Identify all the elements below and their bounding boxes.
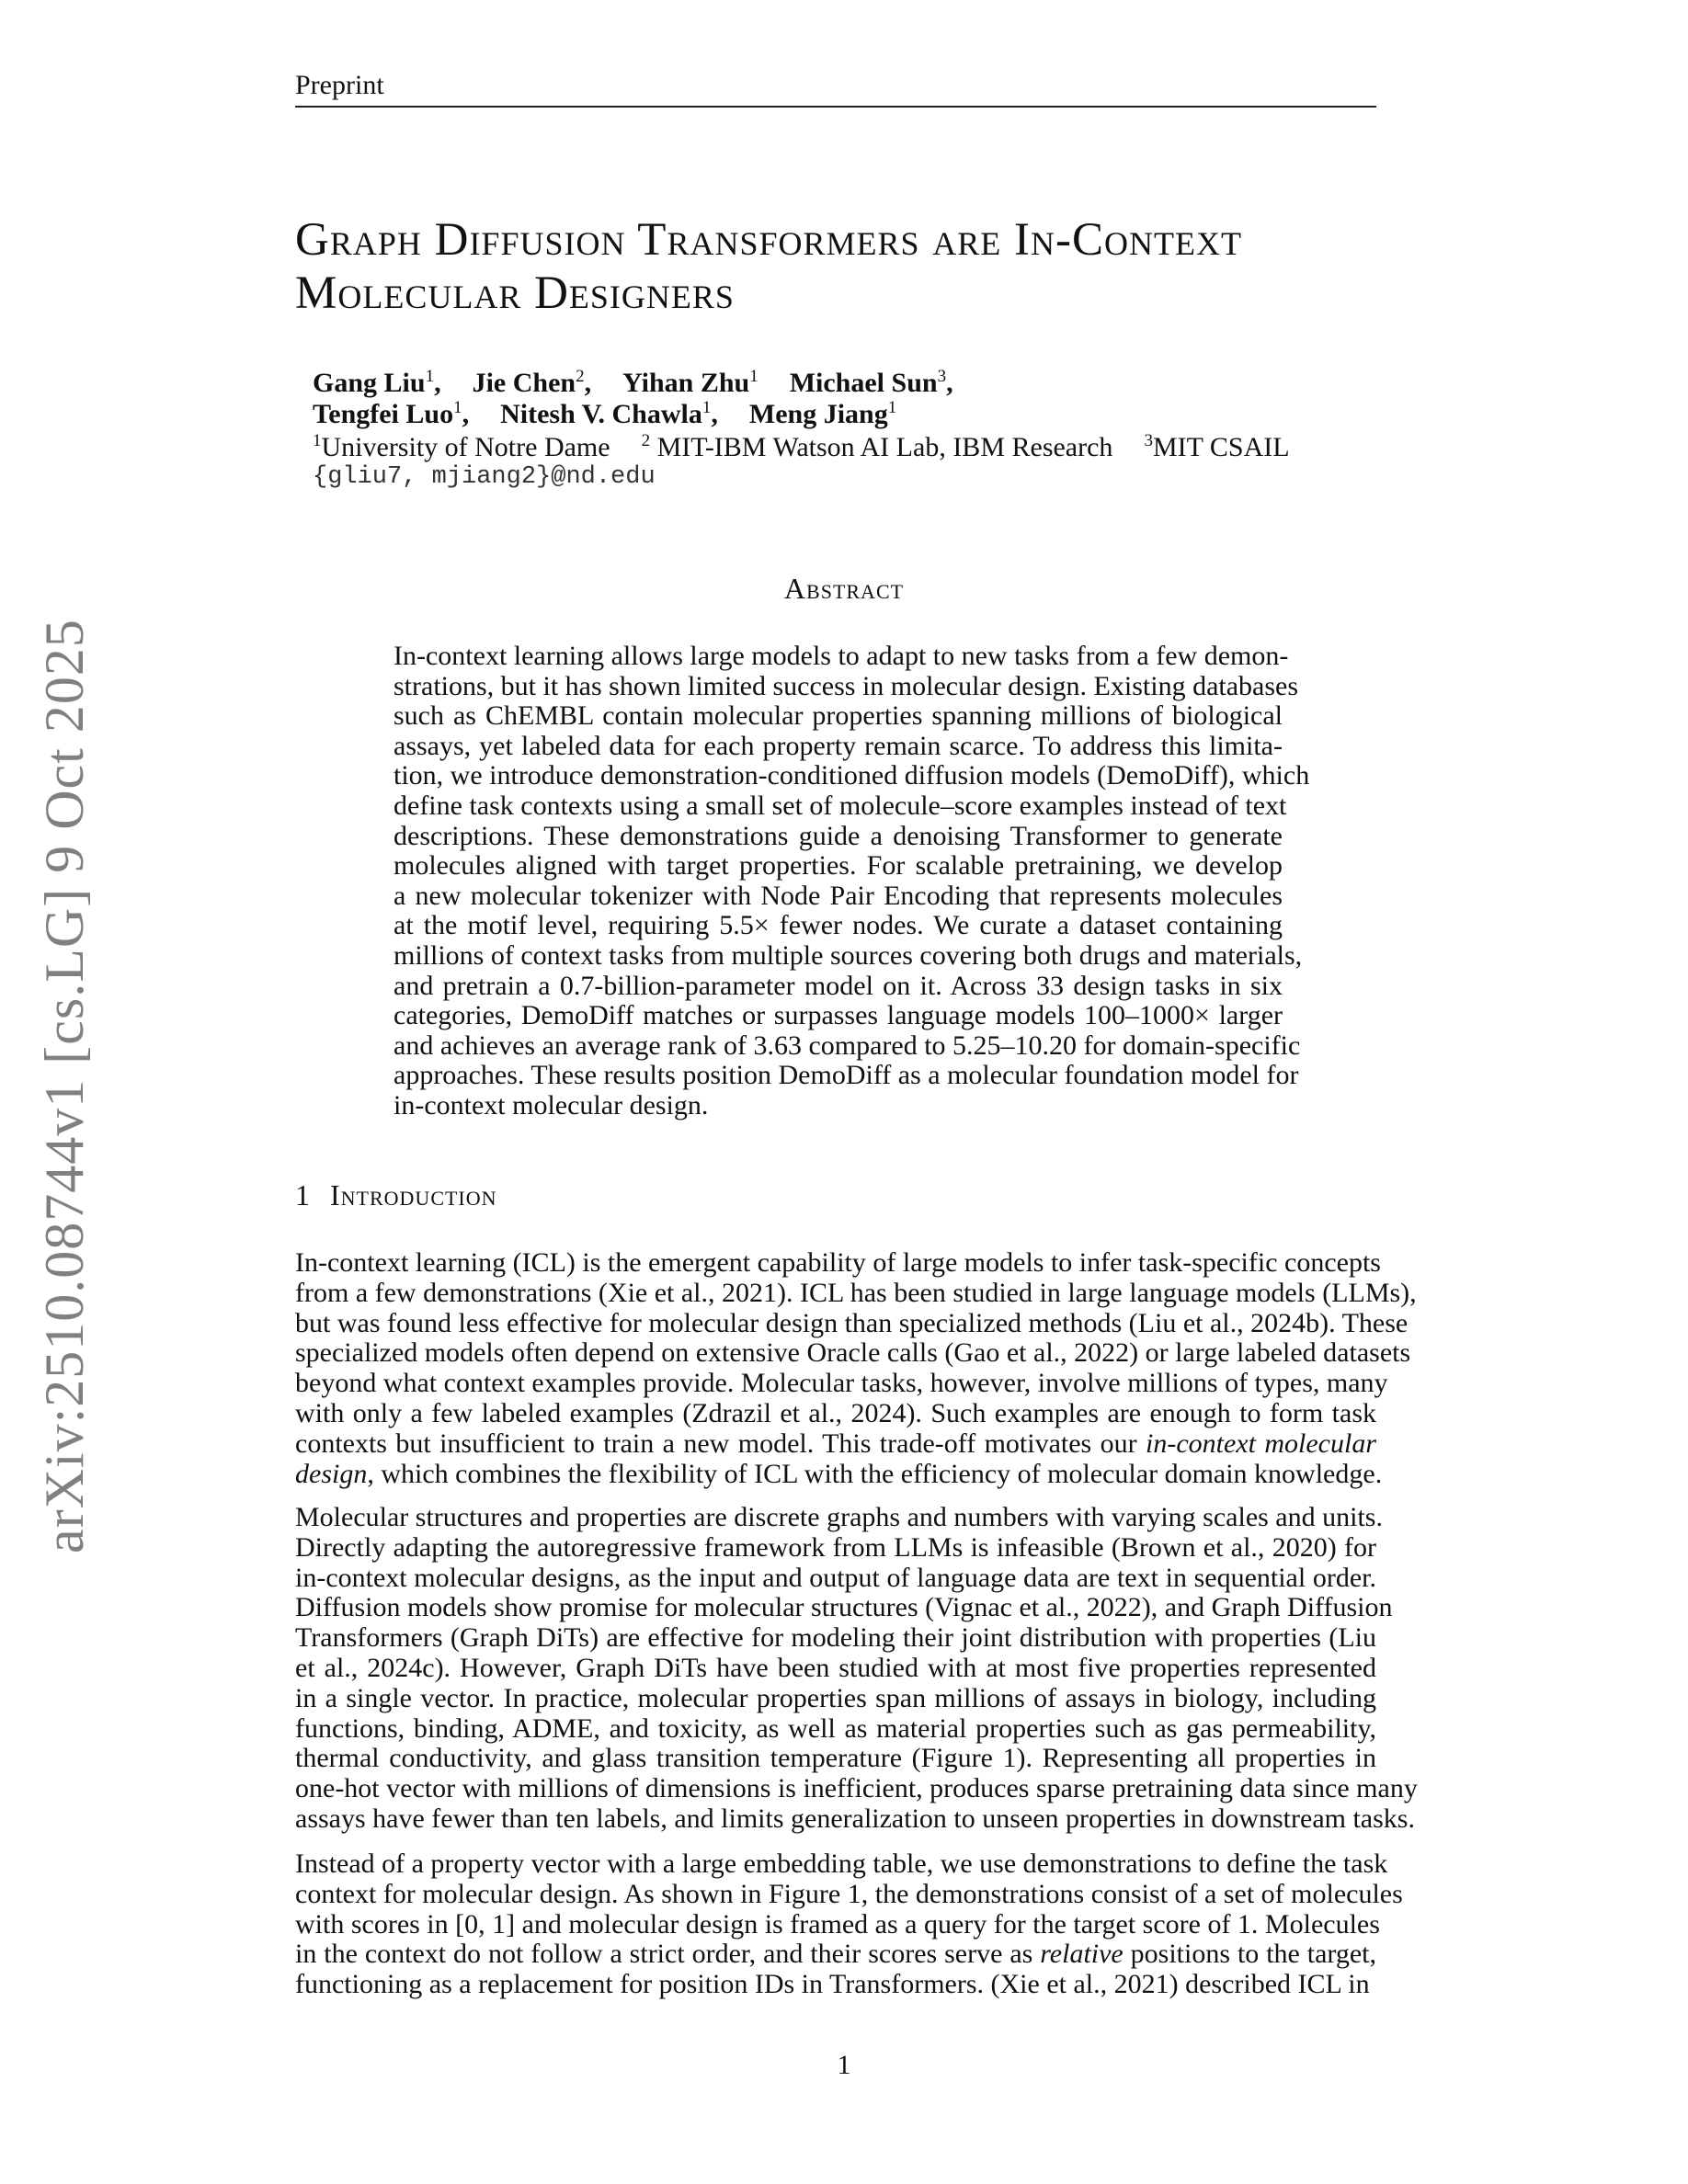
text-line: beyond what context examples provide. Molecular tasks, however, involve millions of types, many: [295, 1368, 1388, 1399]
author: [313, 399, 469, 429]
text-line: define task contexts using a small set of molecule–score examples instead of text: [393, 790, 1287, 821]
affiliation-mark: 3: [1144, 431, 1153, 450]
author-affiliation-mark: 1: [887, 398, 897, 417]
text-line: in-context molecular designs, as the input and output of language data are text in sequential order.: [295, 1562, 1376, 1593]
text-line: thermal conductivity, and glass transition temperature (Figure 1). Representing all properties in: [295, 1743, 1376, 1774]
text-line: with scores in [0, 1] and molecular design is framed as a query for the target score of 1. Molecules: [295, 1908, 1380, 1939]
title-line: Molecular Designers: [295, 267, 735, 319]
text-line: assays have fewer than ten labels, and limits generalization to unseen properties in downstream tasks.: [295, 1803, 1415, 1834]
author-affiliation-mark: 1: [425, 367, 435, 386]
author-separator: ,: [711, 399, 718, 429]
text-line: Molecular structures and properties are discrete graphs and numbers with varying scales and units.: [295, 1502, 1383, 1532]
text-line: et al., 2024c). However, Graph DiTs have been studied with at most five properties represented: [295, 1652, 1376, 1683]
emphasis: design: [295, 1458, 368, 1489]
author-affiliation-mark: 1: [453, 398, 462, 417]
text-line: and pretrain a 0.7-billion-parameter model on it. Across 33 design tasks in six: [393, 970, 1283, 1001]
text-line: such as ChEMBL contain molecular properties spanning millions of biological: [393, 700, 1283, 732]
author-affiliation-mark: 1: [749, 367, 758, 386]
abstract-heading: Abstract: [783, 572, 905, 605]
text-line: functioning as a replacement for position IDs in Transformers. (Xie et al., 2021) described ICL in: [295, 1969, 1370, 2000]
text-line: categories, DemoDiff matches or surpasses language models 100–1000× larger: [393, 1000, 1283, 1031]
text-segment: in the context do not follow a strict order, and their scores serve as: [295, 1939, 1041, 1970]
author-email: {gliu7, mjiang2}@nd.edu: [313, 463, 656, 491]
text-line: in a single vector. In practice, molecular properties span millions of assays in biology, including: [295, 1682, 1376, 1713]
section-title: Introduction: [330, 1178, 497, 1211]
text-line: In-context learning allows large models to adapt to new tasks from a few demon-: [393, 641, 1289, 671]
text-line: specialized models often depend on extensive Oracle calls (Gao et al., 2022) or large labeled datasets: [295, 1337, 1411, 1369]
author-name: Yihan Zhu: [622, 368, 750, 398]
author-name: Nitesh V. Chawla: [500, 399, 702, 429]
author-affiliation-mark: 2: [576, 367, 585, 386]
text-line: molecules aligned with target properties. For scalable pretraining, we develop: [393, 850, 1283, 882]
abstract-body: [393, 641, 1310, 1121]
author: [622, 368, 758, 398]
title-line: Graph Diffusion Transformers are In-Context: [295, 214, 1242, 266]
text-line: tion, we introduce demonstration-conditioned diffusion models (DemoDiff), which: [393, 760, 1310, 791]
running-header: Preprint: [295, 70, 384, 100]
author-separator: ,: [434, 368, 441, 398]
affiliation-mark: 2: [641, 431, 651, 450]
text-segment: contexts but insufficient to train a new model. This trade-off motivates our: [295, 1428, 1146, 1459]
text-line: Instead of a property vector with a large embedding table, we use demonstrations to define the task: [295, 1848, 1388, 1879]
text-line: from a few demonstrations (Xie et al., 2021). ICL has been studied in large language models (LLMs),: [295, 1277, 1417, 1308]
text-line: and achieves an average rank of 3.63 compared to 5.25–10.20 for domain-specific: [393, 1029, 1301, 1061]
author-name: Meng Jiang: [748, 399, 888, 429]
text-line: assays, yet labeled data for each property remain scarce. To address this limita-: [393, 730, 1283, 761]
intro-paragraph-2: [295, 1502, 1418, 1835]
emphasis: relative: [1040, 1939, 1123, 1970]
affiliation-name: MIT-IBM Watson AI Lab, IBM Research: [650, 432, 1113, 462]
section-number: 1: [295, 1178, 310, 1211]
affiliation: [642, 432, 1113, 462]
author-affiliation-mark: 3: [937, 367, 947, 386]
author-name: Jie Chen: [472, 368, 576, 398]
author-separator: ,: [462, 399, 470, 429]
text-line: millions of context tasks from multiple sources covering both drugs and materials,: [393, 939, 1303, 971]
intro-paragraph-1: [295, 1247, 1417, 1489]
text-line: Transformers (Graph DiTs) are effective for modeling their joint distribution with properties (Liu: [295, 1622, 1376, 1654]
text-line: in-context molecular design.: [393, 1089, 709, 1120]
text-line: with only a few labeled examples (Zdrazil et al., 2024). Such examples are enough to form task: [295, 1397, 1376, 1428]
affiliation: [1144, 432, 1289, 462]
text-segment: , which combines the flexibility of ICL with the efficiency of molecular domain knowledge.: [367, 1458, 1383, 1489]
author-name: Gang Liu: [313, 368, 426, 398]
author-name: Michael Sun: [789, 368, 938, 398]
author-separator: ,: [946, 368, 953, 398]
emphasis: in-context molecular: [1146, 1428, 1376, 1459]
text-line: [295, 1458, 1383, 1490]
text-line: one-hot vector with millions of dimensions is inefficient, produces sparse pretraining data since many: [295, 1773, 1418, 1804]
page-number: 1: [837, 2050, 851, 2080]
author: [473, 368, 592, 398]
text-segment: positions to the target,: [1123, 1939, 1377, 1970]
text-line: a new molecular tokenizer with Node Pair Encoding that represents molecules: [393, 880, 1283, 911]
author: [790, 368, 953, 398]
author-separator: ,: [584, 368, 592, 398]
text-line: at the motif level, requiring 5.5× fewer nodes. We curate a dataset containing: [393, 910, 1283, 941]
author: [313, 368, 441, 398]
author-name: Tengfei Luo: [313, 399, 454, 429]
affiliation-mark: 1: [313, 431, 322, 450]
arxiv-identifier-stamp: arXiv:2510.08744v1 [cs.LG] 9 Oct 2025: [34, 619, 95, 1553]
affiliations: [313, 432, 1321, 463]
intro-paragraph-3: [295, 1848, 1403, 2000]
header-rule: [295, 106, 1376, 108]
author-affiliation-mark: 1: [701, 398, 712, 417]
author: [749, 399, 896, 429]
text-line: [295, 1429, 1376, 1460]
text-line: strations, but it has shown limited success in molecular design. Existing databases: [393, 670, 1299, 701]
author-list: [313, 368, 1370, 430]
text-line: descriptions. These demonstrations guide a denoising Transformer to generate: [393, 820, 1283, 851]
affiliation-name: MIT CSAIL: [1152, 432, 1290, 462]
text-line: Directly adapting the autoregressive framework from LLMs is infeasible (Brown et al., 2020) for: [295, 1531, 1376, 1563]
author: [500, 399, 718, 429]
text-line: approaches. These results position DemoDiff as a molecular foundation model for: [393, 1060, 1299, 1091]
text-line: but was found less effective for molecular design than specialized methods (Liu et al., 2024b). These: [295, 1307, 1409, 1338]
section-heading: [295, 1178, 497, 1212]
text-line: In-context learning (ICL) is the emergent capability of large models to infer task-specific concepts: [295, 1247, 1381, 1278]
text-line: Diffusion models show promise for molecular structures (Vignac et al., 2022), and Graph Diffusion: [295, 1592, 1393, 1623]
affiliation-name: University of Notre Dame: [321, 432, 610, 462]
affiliation: [313, 432, 610, 462]
paper-title: [295, 213, 1398, 320]
text-line: [295, 1939, 1376, 1970]
text-line: functions, binding, ADME, and toxicity, as well as material properties such as gas permeability,: [295, 1712, 1376, 1744]
text-line: context for molecular design. As shown in Figure 1, the demonstrations consist of a set of molecules: [295, 1878, 1403, 1909]
